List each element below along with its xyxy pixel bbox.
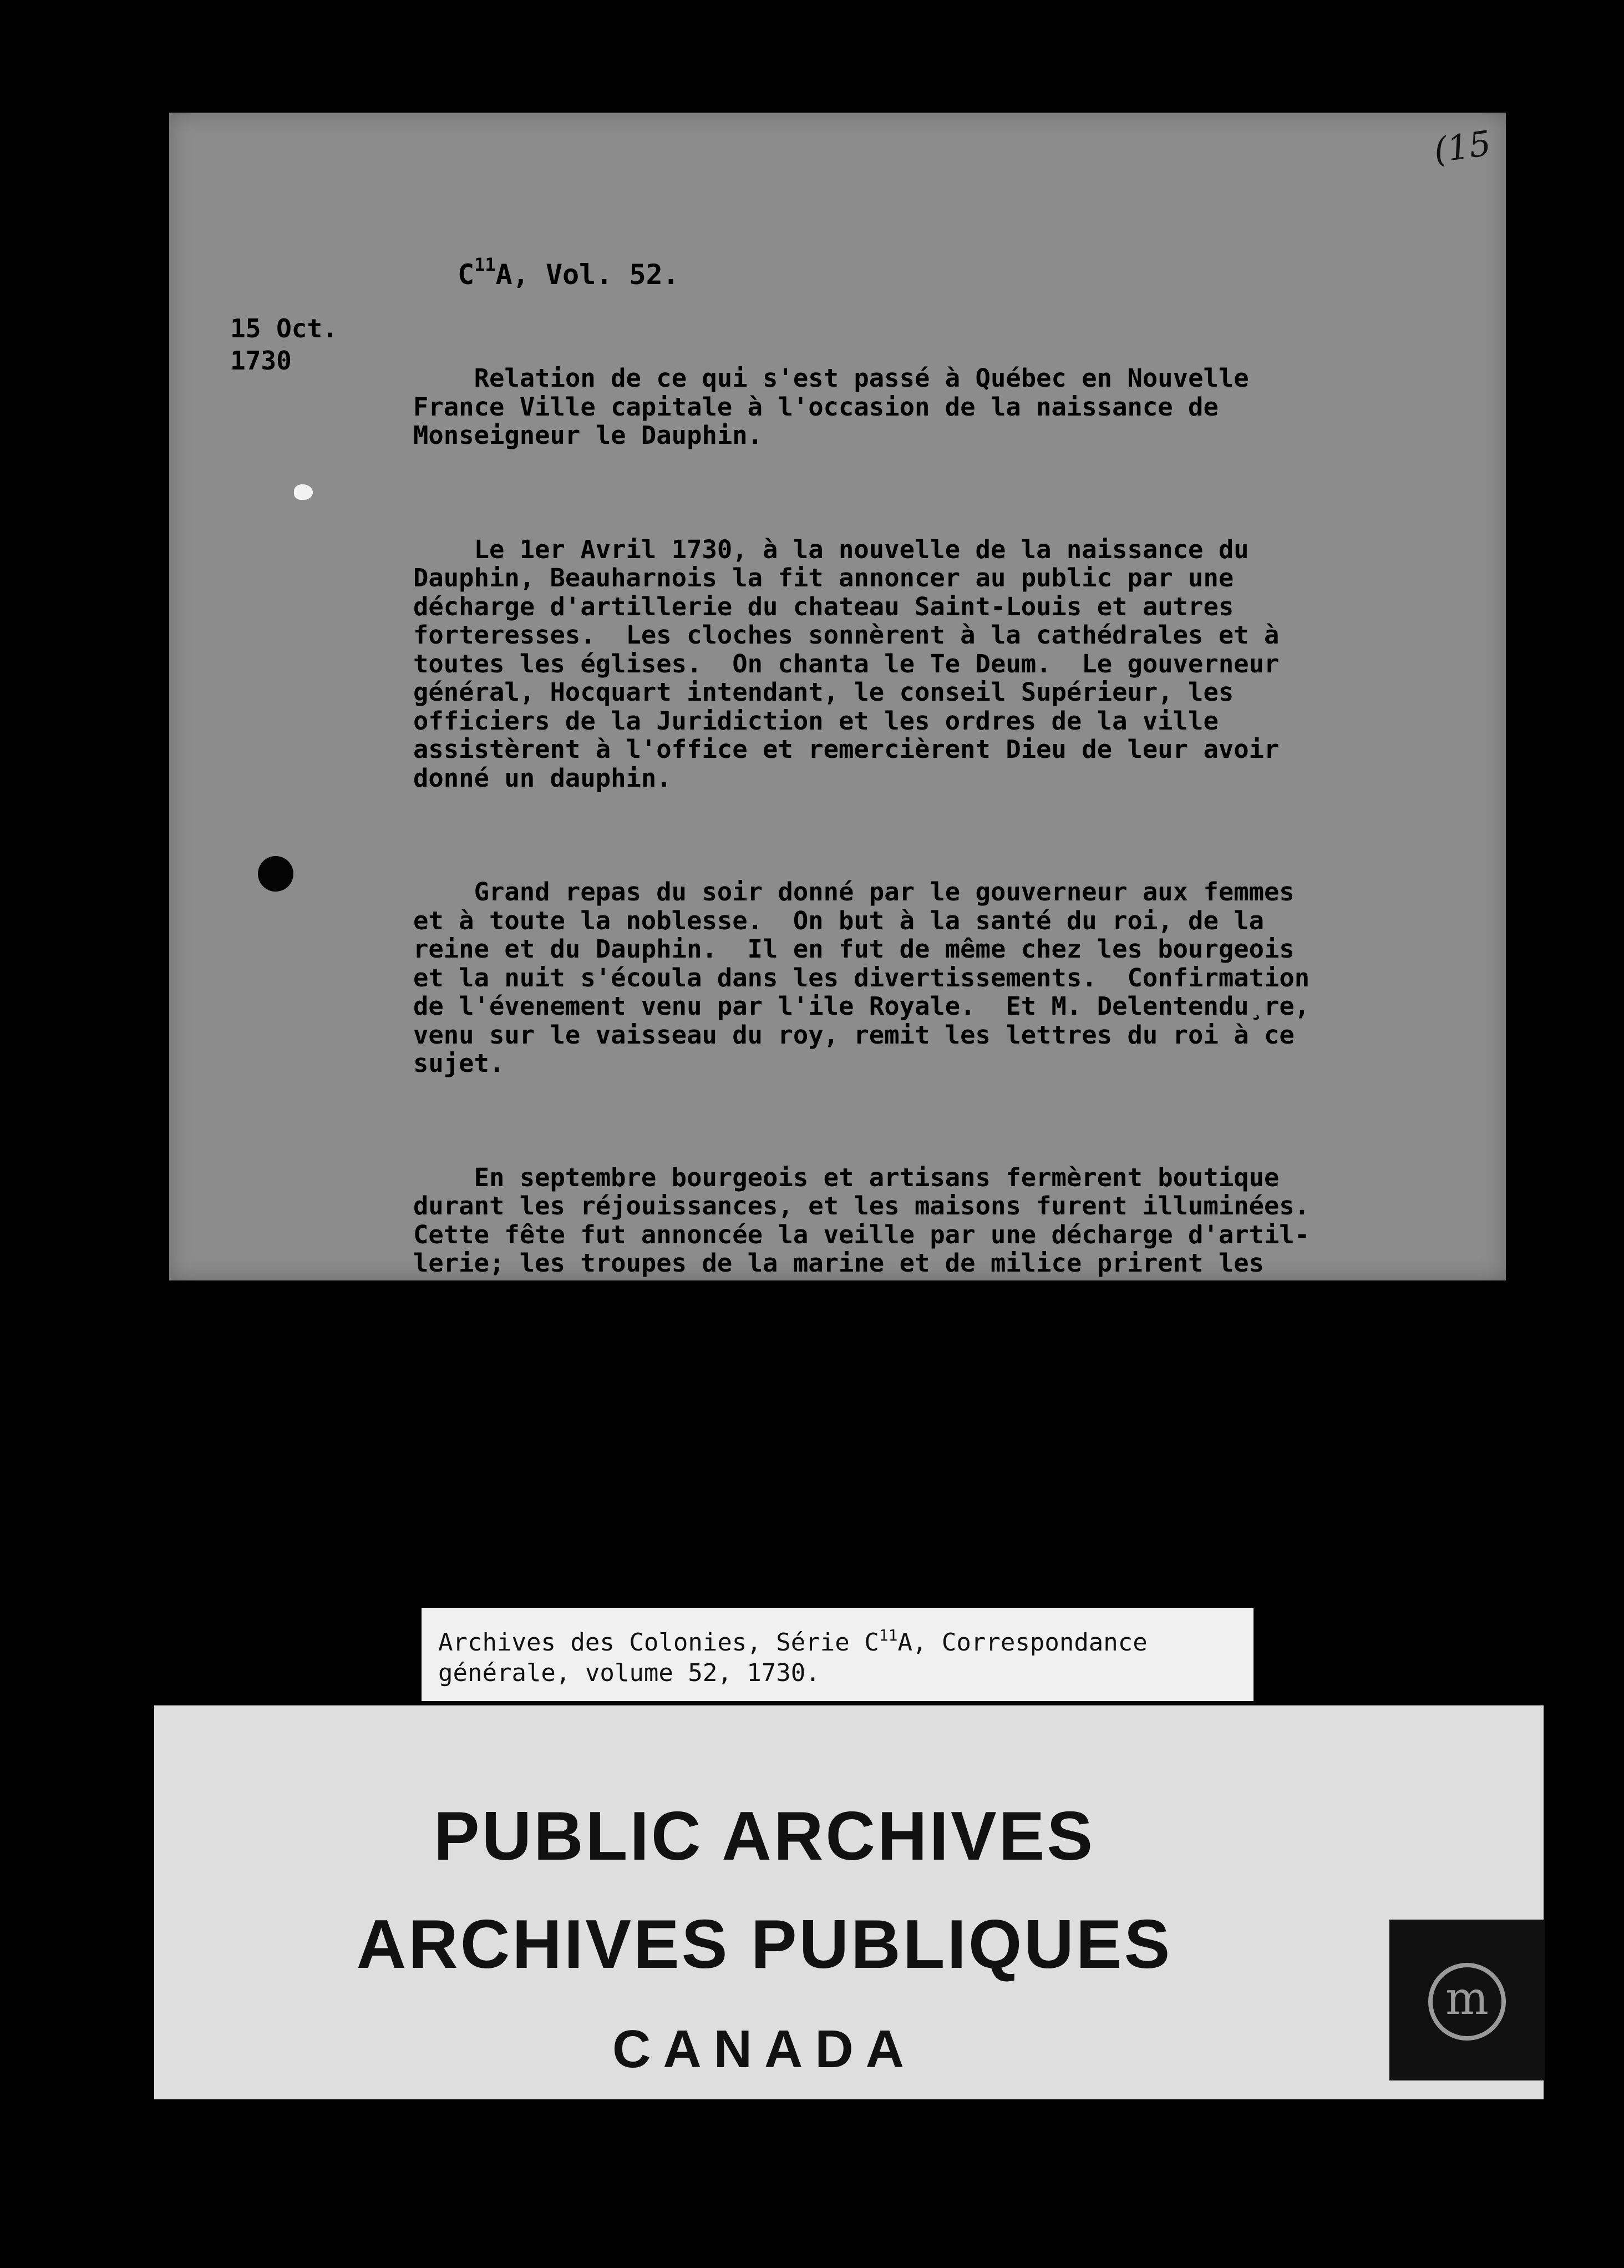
paper-blemish (294, 484, 313, 500)
document-title (413, 364, 1500, 450)
paragraph-3 (413, 1163, 1500, 1307)
archives-logo-icon (1389, 1920, 1545, 2080)
text-line: armes. (413, 1277, 505, 1307)
volume-reference (458, 254, 679, 291)
reference-prefix: C (458, 259, 475, 291)
text-line: de l'évenement venu par l'ile Royale. Et M. Delentendu̧re, (413, 991, 1310, 1021)
text-line: toutes les églises. On chanta le Te Deum. Le gouverneur (413, 649, 1280, 679)
document-page (169, 113, 1506, 1307)
text-line: En septembre bourgeois et artisans fermèrent boutique (413, 1162, 1280, 1192)
margin-date (230, 312, 338, 377)
text-line: décharge d'artillerie du chateau Saint-Louis et autres (413, 591, 1234, 621)
text-line: Relation de ce qui s'est passé à Québec en Nouvelle (474, 363, 1249, 393)
document-body (413, 307, 1500, 1391)
text-line: forteresses. Les cloches sonnèrent à la cathédrales et à (413, 620, 1280, 650)
date-day-month: 15 Oct. (230, 313, 338, 343)
reference-suffix: A, Vol. 52. (495, 259, 679, 291)
text-line: Cette fête fut annoncée la veille par une décharge d'artil- (413, 1219, 1310, 1249)
text-line: reine et du Dauphin. Il en fut de même chez les bourgeois (413, 934, 1295, 964)
logo-mark: m (1445, 1972, 1489, 2025)
banner-line-french: ARCHIVES PUBLIQUES (356, 1906, 1173, 1983)
text-line: et à toute la noblesse. On but à la santé du roi, de la (413, 905, 1265, 935)
text-line: Grand repas du soir donné par le gouverneur aux femmes (413, 877, 1295, 907)
folio-number: (15 (1431, 123, 1494, 171)
caption-superscript: 11 (879, 1626, 898, 1644)
text-line: sujet. (413, 1049, 505, 1078)
archives-banner (154, 1705, 1544, 2099)
punch-hole (258, 856, 293, 892)
archive-caption (422, 1608, 1253, 1701)
text-line: durant les réjouissances, et les maisons furent illuminées. (413, 1191, 1310, 1221)
text-line: Le 1er Avril 1730, à la nouvelle de la naissance du (413, 534, 1249, 564)
text-line: France Ville capitale à l'occasion de la naissance de (413, 392, 1219, 422)
date-year: 1730 (230, 346, 292, 376)
caption-line1-suffix: A, Correspondance (897, 1628, 1148, 1657)
text-line: Dauphin, Beauharnois la fit annoncer au public par une (413, 563, 1234, 593)
banner-line-english: PUBLIC ARCHIVES (433, 1798, 1095, 1875)
text-line: assistèrent à l'office et remercièrent Dieu de leur avoir (413, 735, 1280, 764)
text-line: lerie; les troupes de la marine et de milice prirent les (413, 1248, 1265, 1278)
paragraph-1 (413, 535, 1500, 793)
text-line: officiers de la Juridiction et les ordres de la ville (413, 706, 1219, 736)
text-line: et la nuit s'écoula dans les divertissements. Confirmation (413, 963, 1310, 993)
text-line: Monseigneur le Dauphin. (413, 421, 763, 450)
caption-line2: générale, volume 52, 1730. (438, 1659, 820, 1687)
reference-superscript: 11 (474, 254, 496, 275)
paragraph-2 (413, 878, 1500, 1078)
banner-line-country: CANADA (612, 2019, 916, 2079)
caption-line1-prefix: Archives des Colonies, Série C (438, 1628, 879, 1657)
text-line: donné un dauphin. (413, 763, 672, 793)
caption-text (438, 1620, 1148, 1688)
text-line: venu sur le vaisseau du roy, remit les lettres du roi à ce (413, 1020, 1295, 1050)
text-line: général, Hocquart intendant, le conseil Supérieur, les (413, 677, 1234, 707)
